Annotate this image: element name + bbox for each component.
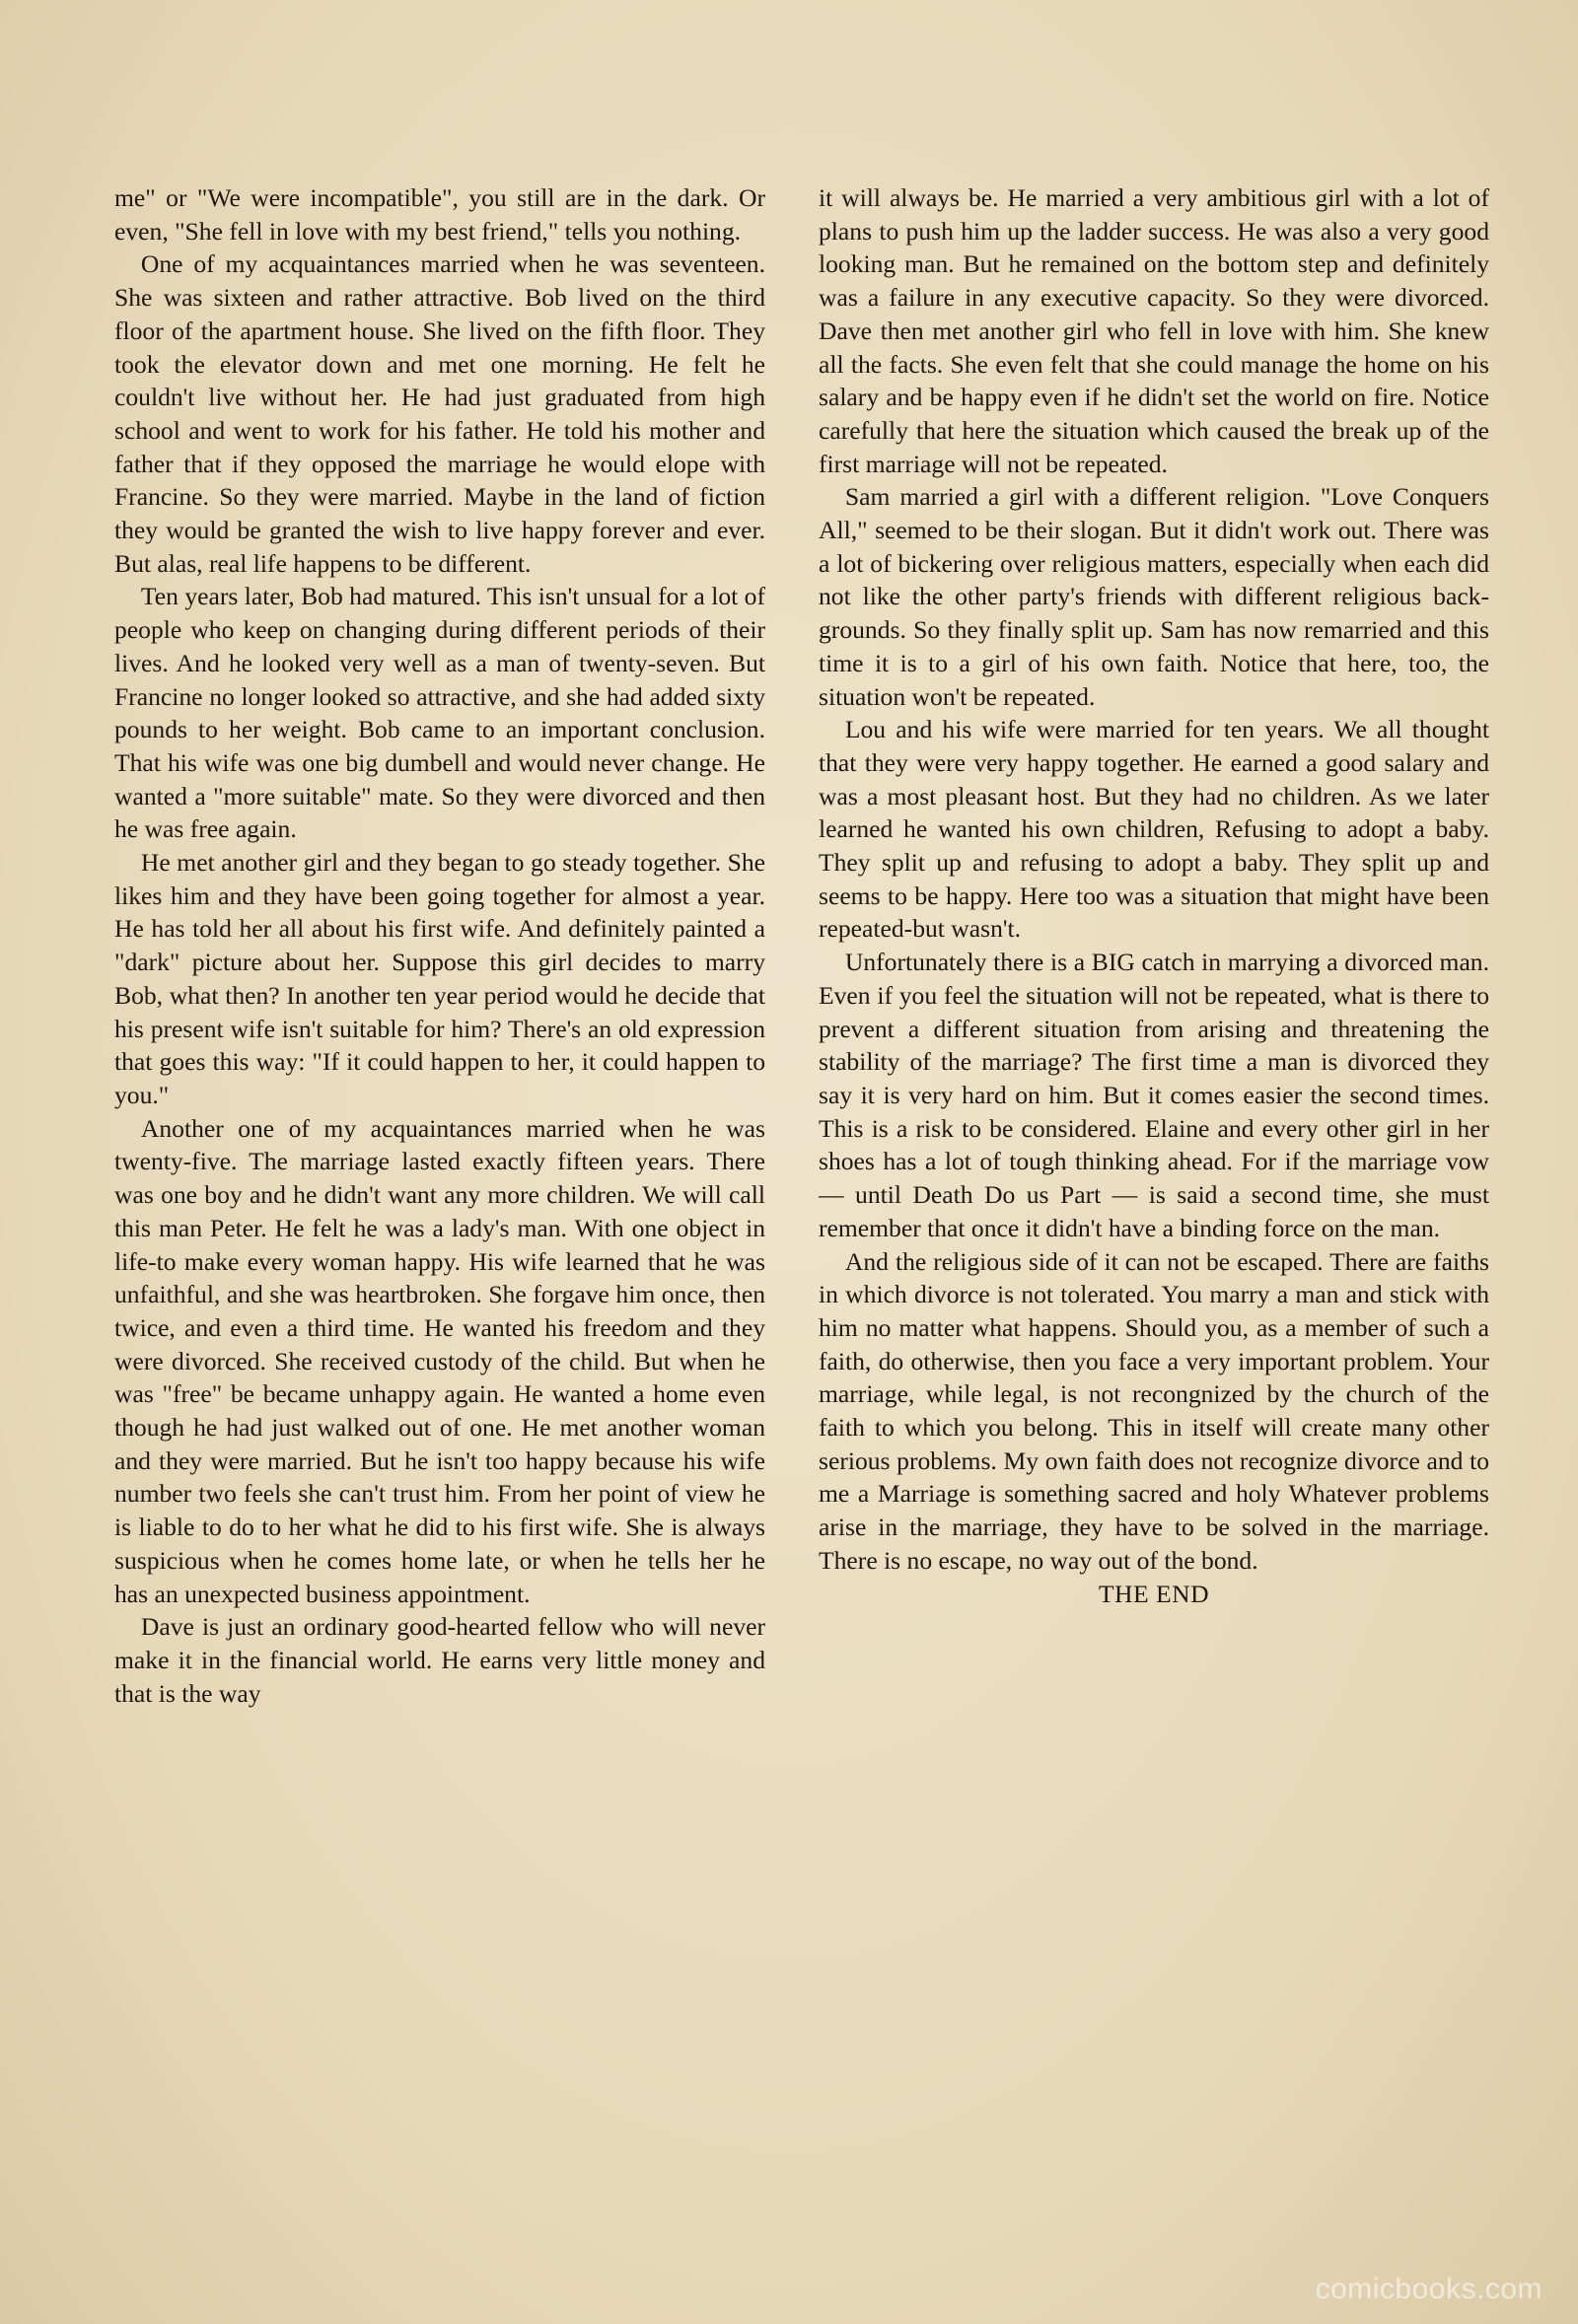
paragraph: it will always be. He married a very ambitious girl with a lot of plans to push him up the ladder success. He was also a very good looking man. But he remained on the bottom step and definitely was a failure in any executive capacity. So they were divorced. Dave then met another girl who fell in love with him. She knew all the facts. She even felt that she could manage the home on his salary and be happy even if he didn't set the world on fire. Notice carefully that here the situation which caused the break up of the first marriage will not be repeated. — [819, 183, 1489, 478]
paragraph: Sam married a girl with a different religion. "Love Conquers All," seemed to be their slogan. But it didn't work out. There was a lot of bickering over religious matters, especially when each did not like the other party's friends with different religious back-grounds. So they finally split up. Sam has now remarried and this time it is to a girl of his own faith. Notice that here, too, the situation won't be repeated. — [819, 482, 1489, 711]
paragraph: Unfortunately there is a BIG catch in marrying a divorced man. Even if you feel the situation will not be repeated, what is there to prevent a different situation from arising and threatening the stability of the marriage? The first time a man is divorced they say it is very hard on him. But it comes easier the second times. This is a risk to be considered. Elaine and every other girl in her shoes has a lot of tough thinking ahead. For if the marriage vow— until Death Do us Part — is said a second time, she must remember that once it didn't have a binding force on the man. — [819, 948, 1489, 1242]
paragraph: Lou and his wife were married for ten years. We all thought that they were very happy together. He earned a good salary and was a most pleasant host. But they had no children. As we later learned he wanted his own children, Refusing to adopt a baby. They split up and refusing to adopt a baby. They split up and seems to be happy. Here too was a situation that might have been repeated-but wasn't. — [819, 715, 1489, 944]
paragraph: Another one of my acquaintances married when he was twenty-five. The marriage lasted exactly fifteen years. There was one boy and he didn't want any more children. We will call this man Peter. He felt he was a lady's man. With one object in life-to make every woman happy. His wife learned that he was unfaithful, and she was heartbroken. She forgave him once, then twice, and even a third time. He wanted his freedom and they were divorced. She received custody of the child. But when he was "free" be became unhappy again. He wanted a home even though he had just walked out of one. He met another woman and they were married. But he isn't too happy because his wife number two feels she can't trust him. From her point of view he is liable to do to her what he did to his first wife. She is always suspicious when he comes home late, or when he tells her he has an unexpected business appointment. — [114, 1113, 765, 1608]
right-column — [819, 181, 1489, 1610]
left-column — [114, 181, 765, 1710]
paragraph: Ten years later, Bob had matured. This isn't unsual for a lot of people who keep on changing during different periods of their lives. And he looked very well as a man of twenty-seven. But Francine no longer looked so attractive, and she had added sixty pounds to her weight. Bob came to an important conclusion. That his wife was one big dumbell and would never change. He wanted a "more suitable" mate. So they were divorced and then he was free again. — [114, 582, 765, 844]
paragraph: And the religious side of it can not be escaped. There are faiths in which divorce is not tolerated. You marry a man and stick with him no matter what happens. Should you, as a member of such a faith, do otherwise, then you face a very important problem. Your marriage, while legal, is not recongnized by the church of the faith to which you belong. This in itself will create many other serious problems. My own faith does not recognize divorce and to me a Marriage is something sacred and holy Whatever problems arise in the marriage, they have to be solved in the marriage. There is no escape, no way out of the bond. — [819, 1246, 1489, 1575]
paragraph: me" or "We were incompatible", you still are in the dark. Or even, "She fell in love with my best friend," tells you nothing. — [114, 183, 765, 246]
paragraph: He met another girl and they began to go steady together. She likes him and they have been going together for almost a year. He has told her all about his first wife. And definitely painted a "dark" picture about her. Suppose this girl decides to marry Bob, what then? In another ten year period would he decide that his present wife isn't suitable for him? There's an old expression that goes this way: "If it could happen to her, it could happen to you." — [114, 848, 765, 1109]
the-end-label: THE END — [1098, 1579, 1210, 1608]
site-watermark: comicbooks.com — [1315, 2273, 1542, 2305]
paragraph: Dave is just an ordinary good-hearted fellow who will never make it in the financial world. He earns very little money and that is the way — [114, 1612, 765, 1708]
paragraph: One of my acquaintances married when he was seventeen. She was sixteen and rather attractive. Bob lived on the third floor of the apartment house. She lived on the fifth floor. They took the elevator down and met one morning. He felt he couldn't live without her. He had just graduated from high school and went to work for his father. He told his mother and father that if they opposed the marriage he would elope with Francine. So they were married. Maybe in the land of fiction they would be granted the wish to live happy forever and ever. But alas, real life happens to be different. — [114, 249, 765, 578]
